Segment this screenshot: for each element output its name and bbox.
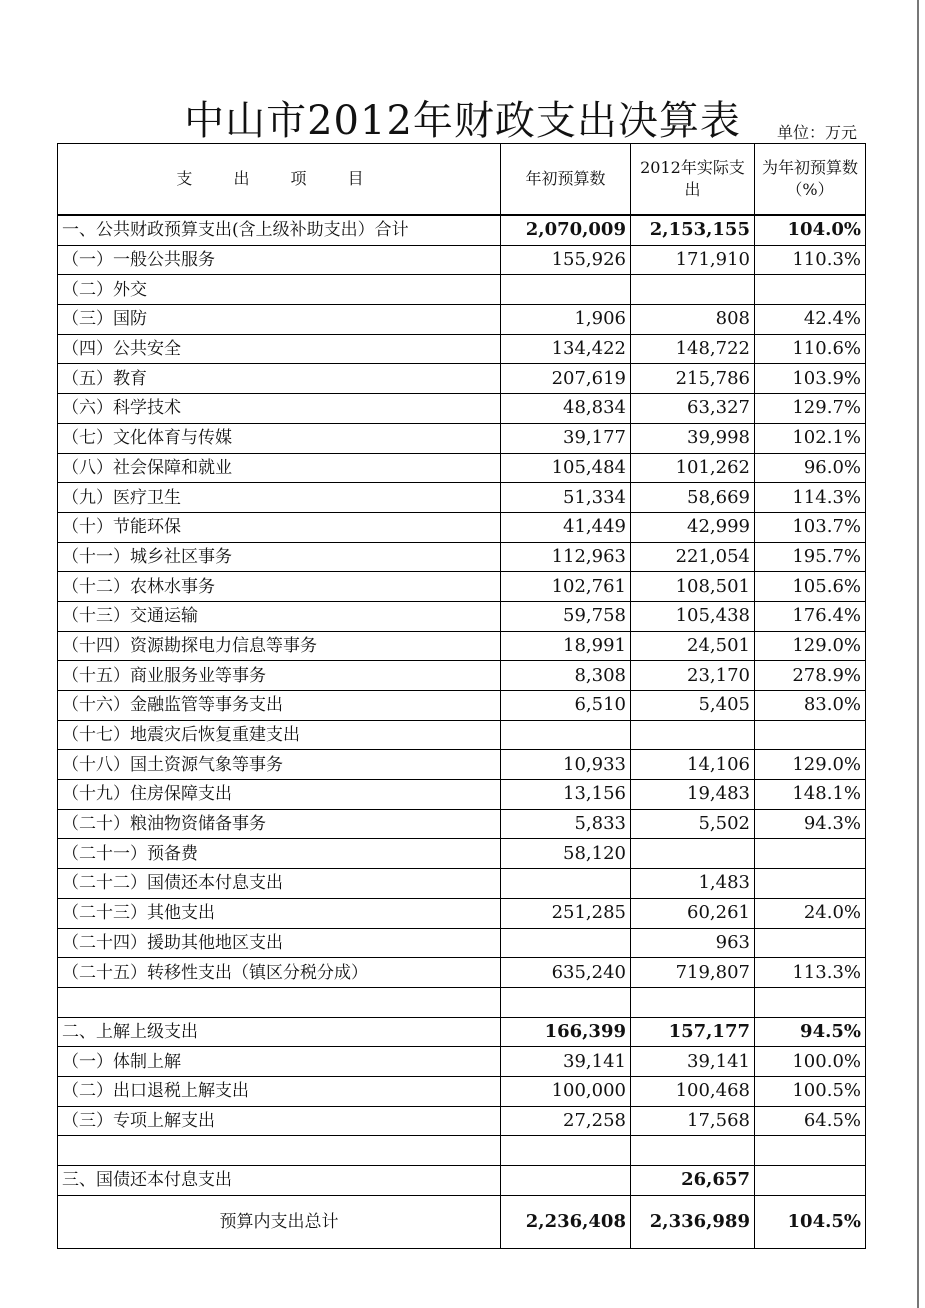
row-actual-cell: 148,722	[631, 334, 755, 364]
row-budget-cell: 112,963	[501, 542, 631, 572]
row-item-cell: （十八）国土资源气象等事务	[58, 750, 501, 780]
table-row	[58, 601, 866, 631]
row-actual-cell	[631, 275, 755, 305]
row-item-cell: （十三）交通运输	[58, 601, 501, 631]
row-item-cell: （三）专项上解支出	[58, 1106, 501, 1136]
row-budget-cell: 207,619	[501, 364, 631, 394]
row-pct-cell	[755, 720, 866, 750]
row-actual-cell: 215,786	[631, 364, 755, 394]
row-actual-cell	[631, 839, 755, 869]
row-budget-cell	[501, 869, 631, 899]
row-pct-cell	[755, 1166, 866, 1196]
row-pct-cell: 104.5%	[755, 1195, 866, 1248]
table-row	[58, 1106, 866, 1136]
header-item: 支 出 项 目	[58, 144, 501, 216]
row-budget-cell	[501, 928, 631, 958]
row-actual-cell	[631, 987, 755, 1017]
row-item-cell: （九）医疗卫生	[58, 483, 501, 513]
row-pct-cell: 42.4%	[755, 305, 866, 335]
row-actual-cell: 105,438	[631, 601, 755, 631]
table-header-row	[58, 144, 866, 216]
row-budget-cell: 102,761	[501, 572, 631, 602]
row-pct-cell: 114.3%	[755, 483, 866, 513]
row-budget-cell: 100,000	[501, 1076, 631, 1106]
row-actual-cell	[631, 1136, 755, 1166]
row-pct-cell: 94.3%	[755, 809, 866, 839]
row-actual-cell: 23,170	[631, 661, 755, 691]
header-budget: 年初预算数	[501, 144, 631, 216]
row-pct-cell: 176.4%	[755, 601, 866, 631]
table-row	[58, 275, 866, 305]
row-pct-cell	[755, 1136, 866, 1166]
row-actual-cell: 108,501	[631, 572, 755, 602]
row-budget-cell	[501, 1136, 631, 1166]
row-budget-cell: 59,758	[501, 601, 631, 631]
row-budget-cell: 166,399	[501, 1017, 631, 1047]
row-actual-cell: 171,910	[631, 245, 755, 275]
table-row	[58, 1136, 866, 1166]
row-actual-cell: 808	[631, 305, 755, 335]
row-item-cell: （二）出口退税上解支出	[58, 1076, 501, 1106]
row-budget-cell: 58,120	[501, 839, 631, 869]
row-actual-cell: 719,807	[631, 958, 755, 988]
row-actual-cell: 42,999	[631, 512, 755, 542]
table-row	[58, 869, 866, 899]
row-pct-cell: 105.6%	[755, 572, 866, 602]
row-pct-cell: 110.6%	[755, 334, 866, 364]
table-row	[58, 572, 866, 602]
row-pct-cell	[755, 928, 866, 958]
row-item-cell: （一）一般公共服务	[58, 245, 501, 275]
row-budget-cell: 48,834	[501, 394, 631, 424]
row-item-cell: 预算内支出总计	[58, 1195, 501, 1248]
row-item-cell: （十二）农林水事务	[58, 572, 501, 602]
row-pct-cell: 103.9%	[755, 364, 866, 394]
table-row	[58, 423, 866, 453]
row-budget-cell: 39,177	[501, 423, 631, 453]
row-item-cell: 一、公共财政预算支出(含上级补助支出）合计	[58, 215, 501, 245]
row-actual-cell: 5,502	[631, 809, 755, 839]
table-row	[58, 780, 866, 810]
table-row	[58, 631, 866, 661]
row-item-cell: （十六）金融监管等事务支出	[58, 691, 501, 721]
row-pct-cell: 100.5%	[755, 1076, 866, 1106]
row-actual-cell: 100,468	[631, 1076, 755, 1106]
row-budget-cell: 39,141	[501, 1047, 631, 1077]
row-item-cell: （十四）资源勘探电力信息等事务	[58, 631, 501, 661]
table-row	[58, 483, 866, 513]
row-item-cell: （十七）地震灾后恢复重建支出	[58, 720, 501, 750]
table-row	[58, 215, 866, 245]
table-row	[58, 453, 866, 483]
table-row	[58, 394, 866, 424]
table-row	[58, 305, 866, 335]
table-row	[58, 661, 866, 691]
row-actual-cell: 60,261	[631, 898, 755, 928]
row-pct-cell: 96.0%	[755, 453, 866, 483]
row-actual-cell: 24,501	[631, 631, 755, 661]
row-item-cell: （三）国防	[58, 305, 501, 335]
row-actual-cell: 19,483	[631, 780, 755, 810]
row-item-cell: （二十二）国债还本付息支出	[58, 869, 501, 899]
row-actual-cell: 14,106	[631, 750, 755, 780]
row-item-cell	[58, 987, 501, 1017]
row-actual-cell: 963	[631, 928, 755, 958]
row-item-cell: （二十四）援助其他地区支出	[58, 928, 501, 958]
row-pct-cell: 148.1%	[755, 780, 866, 810]
row-budget-cell	[501, 1166, 631, 1196]
row-budget-cell: 635,240	[501, 958, 631, 988]
row-item-cell: （十一）城乡社区事务	[58, 542, 501, 572]
row-actual-cell: 26,657	[631, 1166, 755, 1196]
row-item-cell: （二）外交	[58, 275, 501, 305]
table-row	[58, 1047, 866, 1077]
row-item-cell: （十）节能环保	[58, 512, 501, 542]
row-pct-cell: 24.0%	[755, 898, 866, 928]
page-title: 中山市2012年财政支出决算表	[184, 97, 741, 144]
row-pct-cell	[755, 839, 866, 869]
table-row	[58, 364, 866, 394]
row-item-cell: （四）公共安全	[58, 334, 501, 364]
row-budget-cell: 8,308	[501, 661, 631, 691]
row-budget-cell: 2,236,408	[501, 1195, 631, 1248]
row-pct-cell: 195.7%	[755, 542, 866, 572]
header-pct: 为年初预算数（%）	[755, 144, 866, 216]
row-item-cell: （二十五）转移性支出（镇区分税分成）	[58, 958, 501, 988]
row-budget-cell: 1,906	[501, 305, 631, 335]
row-budget-cell: 251,285	[501, 898, 631, 928]
row-item-cell: （二十三）其他支出	[58, 898, 501, 928]
row-budget-cell	[501, 987, 631, 1017]
row-budget-cell: 18,991	[501, 631, 631, 661]
row-actual-cell: 1,483	[631, 869, 755, 899]
row-pct-cell: 102.1%	[755, 423, 866, 453]
row-pct-cell: 100.0%	[755, 1047, 866, 1077]
table-row	[58, 750, 866, 780]
row-actual-cell: 58,669	[631, 483, 755, 513]
row-pct-cell: 129.0%	[755, 631, 866, 661]
table-row	[58, 245, 866, 275]
row-item-cell: （八）社会保障和就业	[58, 453, 501, 483]
row-actual-cell: 39,998	[631, 423, 755, 453]
row-pct-cell: 64.5%	[755, 1106, 866, 1136]
row-budget-cell	[501, 720, 631, 750]
row-item-cell: （六）科学技术	[58, 394, 501, 424]
row-item-cell: （二十）粮油物资储备事务	[58, 809, 501, 839]
row-pct-cell: 103.7%	[755, 512, 866, 542]
table-row	[58, 720, 866, 750]
row-pct-cell	[755, 869, 866, 899]
table-row	[58, 958, 866, 988]
row-budget-cell: 51,334	[501, 483, 631, 513]
row-actual-cell: 2,336,989	[631, 1195, 755, 1248]
row-actual-cell: 101,262	[631, 453, 755, 483]
row-budget-cell	[501, 275, 631, 305]
row-pct-cell	[755, 275, 866, 305]
table-row	[58, 512, 866, 542]
table-row	[58, 334, 866, 364]
row-budget-cell: 41,449	[501, 512, 631, 542]
table-row	[58, 809, 866, 839]
row-actual-cell: 2,153,155	[631, 215, 755, 245]
row-item-cell: （十五）商业服务业等事务	[58, 661, 501, 691]
row-budget-cell: 13,156	[501, 780, 631, 810]
table-row	[58, 542, 866, 572]
row-actual-cell: 5,405	[631, 691, 755, 721]
row-pct-cell: 278.9%	[755, 661, 866, 691]
row-budget-cell: 10,933	[501, 750, 631, 780]
row-item-cell: （二十一）预备费	[58, 839, 501, 869]
table-row	[58, 987, 866, 1017]
row-budget-cell: 27,258	[501, 1106, 631, 1136]
row-item-cell: （一）体制上解	[58, 1047, 501, 1077]
row-actual-cell: 63,327	[631, 394, 755, 424]
scan-edge-line	[917, 0, 919, 1308]
row-pct-cell	[755, 987, 866, 1017]
row-pct-cell: 113.3%	[755, 958, 866, 988]
row-budget-cell: 2,070,009	[501, 215, 631, 245]
header-actual: 2012年实际支出	[631, 144, 755, 216]
row-item-cell: （五）教育	[58, 364, 501, 394]
unit-label: 单位：万元	[776, 123, 857, 142]
table-body	[58, 215, 866, 1248]
row-pct-cell: 110.3%	[755, 245, 866, 275]
row-budget-cell: 6,510	[501, 691, 631, 721]
row-pct-cell: 83.0%	[755, 691, 866, 721]
table-row	[58, 1017, 866, 1047]
row-budget-cell: 134,422	[501, 334, 631, 364]
table-row	[58, 898, 866, 928]
row-item-cell	[58, 1136, 501, 1166]
row-item-cell: 二、上解上级支出	[58, 1017, 501, 1047]
row-budget-cell: 5,833	[501, 809, 631, 839]
row-pct-cell: 104.0%	[755, 215, 866, 245]
row-pct-cell: 129.7%	[755, 394, 866, 424]
row-item-cell: （十九）住房保障支出	[58, 780, 501, 810]
table-row	[58, 691, 866, 721]
row-actual-cell: 39,141	[631, 1047, 755, 1077]
table-row	[58, 839, 866, 869]
table-row	[58, 928, 866, 958]
row-actual-cell: 17,568	[631, 1106, 755, 1136]
expenditure-table	[57, 143, 866, 1249]
table-row	[58, 1166, 866, 1196]
row-item-cell: 三、国债还本付息支出	[58, 1166, 501, 1196]
table-row	[58, 1076, 866, 1106]
row-actual-cell	[631, 720, 755, 750]
row-pct-cell: 94.5%	[755, 1017, 866, 1047]
row-budget-cell: 155,926	[501, 245, 631, 275]
row-pct-cell: 129.0%	[755, 750, 866, 780]
row-item-cell: （七）文化体育与传媒	[58, 423, 501, 453]
table-total-row	[58, 1195, 866, 1248]
row-budget-cell: 105,484	[501, 453, 631, 483]
row-actual-cell: 221,054	[631, 542, 755, 572]
row-actual-cell: 157,177	[631, 1017, 755, 1047]
